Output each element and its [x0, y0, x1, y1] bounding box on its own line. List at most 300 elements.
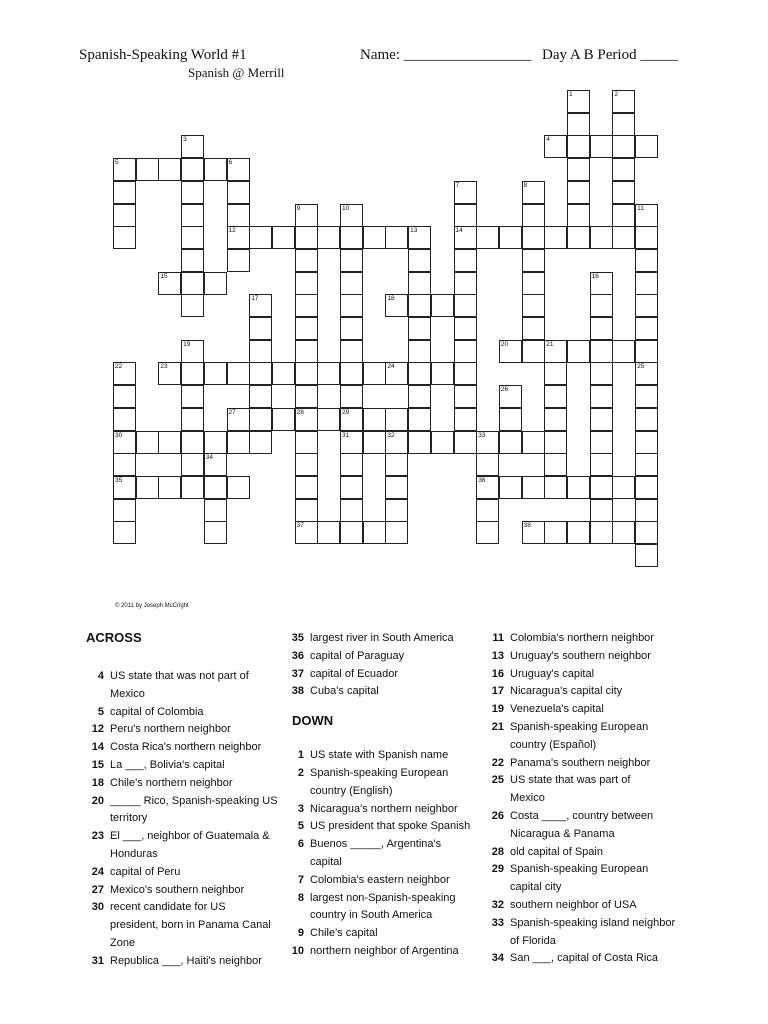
- crossword-cell[interactable]: [272, 362, 295, 385]
- crossword-cell[interactable]: [227, 431, 250, 454]
- crossword-cell[interactable]: [522, 181, 545, 204]
- crossword-cell[interactable]: [590, 453, 613, 476]
- clue-item-number: 27: [91, 883, 104, 896]
- clue-item-number: 5: [297, 820, 304, 833]
- crossword-cell[interactable]: [590, 521, 613, 544]
- clue-item: [486, 755, 686, 773]
- crossword-cell[interactable]: [363, 226, 386, 249]
- clue-item: [86, 686, 286, 704]
- crossword-cell[interactable]: [567, 204, 590, 227]
- crossword-cell[interactable]: [522, 521, 545, 544]
- crossword-cell[interactable]: [431, 431, 454, 454]
- crossword-cell[interactable]: [363, 408, 386, 431]
- crossword-cell[interactable]: [522, 476, 545, 499]
- crossword-cell[interactable]: [454, 272, 477, 295]
- clue-item-text: of Florida: [510, 934, 556, 947]
- crossword-cell[interactable]: [612, 476, 635, 499]
- clue-item-text: Colombia's northern neighbor: [510, 632, 654, 644]
- crossword-cell[interactable]: [204, 362, 227, 385]
- crossword-cell[interactable]: [340, 453, 363, 476]
- crossword-cell[interactable]: [340, 431, 363, 454]
- clue-item: [486, 933, 686, 951]
- crossword-cell[interactable]: [408, 408, 431, 431]
- clue-item-number: 19: [491, 703, 504, 716]
- crossword-cell[interactable]: [340, 362, 363, 385]
- crossword-cell[interactable]: [476, 453, 499, 476]
- crossword-cell[interactable]: [295, 294, 318, 317]
- crossword-cell[interactable]: [522, 340, 545, 363]
- crossword-cell[interactable]: [590, 362, 613, 385]
- clue-number: 33: [478, 431, 486, 439]
- clue-item: [286, 836, 486, 854]
- crossword-cell[interactable]: [544, 431, 567, 454]
- crossword-cell[interactable]: [340, 226, 363, 249]
- crossword-cell[interactable]: [295, 226, 318, 249]
- clue-item-number: 11: [492, 632, 504, 644]
- crossword-cell[interactable]: [340, 294, 363, 317]
- crossword-cell[interactable]: [476, 431, 499, 454]
- clue-number: 30: [115, 431, 123, 439]
- crossword-cell[interactable]: [567, 226, 590, 249]
- clue-item-text: old capital of Spain: [510, 845, 603, 858]
- crossword-cell[interactable]: [590, 340, 613, 363]
- crossword-cell[interactable]: [158, 272, 181, 295]
- crossword-cell[interactable]: [113, 408, 136, 431]
- clue-item-text: Buenos _____, Argentina's: [310, 838, 442, 851]
- crossword-cell[interactable]: [295, 385, 318, 408]
- crossword-cell[interactable]: [272, 408, 295, 431]
- crossword-cell[interactable]: [635, 453, 658, 476]
- crossword-cell[interactable]: [612, 113, 635, 136]
- crossword-cell[interactable]: [317, 226, 340, 249]
- clue-number: 32: [387, 431, 395, 439]
- crossword-cell[interactable]: [454, 340, 477, 363]
- crossword-cell[interactable]: [295, 431, 318, 454]
- crossword-cell[interactable]: [363, 521, 386, 544]
- crossword-cell[interactable]: [249, 385, 272, 408]
- clue-item-text: country (Español): [510, 738, 597, 751]
- crossword-cell[interactable]: [181, 294, 204, 317]
- crossword-cell[interactable]: [635, 340, 658, 363]
- crossword-cell[interactable]: [181, 476, 204, 499]
- crossword-cell[interactable]: [181, 362, 204, 385]
- clue-item-text: recent candidate for US: [110, 901, 226, 914]
- clue-number: 13: [410, 227, 418, 235]
- crossword-cell[interactable]: [181, 226, 204, 249]
- crossword-cell[interactable]: [295, 453, 318, 476]
- clue-item-number: 3: [297, 802, 304, 815]
- clue-item-number: [486, 790, 510, 808]
- clue-item: [86, 810, 286, 828]
- crossword-cell[interactable]: [295, 499, 318, 522]
- crossword-cell[interactable]: [295, 204, 318, 227]
- clue-item-number: [86, 917, 110, 935]
- crossword-cell[interactable]: [295, 362, 318, 385]
- crossword-cell[interactable]: [635, 135, 658, 158]
- crossword-cell[interactable]: [204, 272, 227, 295]
- crossword-cell[interactable]: [499, 226, 522, 249]
- clue-item: [86, 704, 286, 722]
- crossword-cell[interactable]: [635, 317, 658, 340]
- crossword-cell[interactable]: [385, 408, 408, 431]
- crossword-cell[interactable]: [635, 431, 658, 454]
- crossword-cell[interactable]: [544, 135, 567, 158]
- clue-item-number: 30: [91, 901, 104, 914]
- crossword-cell[interactable]: [227, 158, 250, 181]
- clue-item-text: Spanish-speaking island neighbor: [510, 916, 676, 929]
- copyright-notice: © 2011 by Joseph McCright: [115, 603, 189, 609]
- crossword-cell[interactable]: [385, 362, 408, 385]
- crossword-cell[interactable]: [295, 408, 318, 431]
- clue-item-text: territory: [110, 812, 148, 825]
- crossword-cell[interactable]: [544, 476, 567, 499]
- crossword-cell[interactable]: [249, 340, 272, 363]
- crossword-cell[interactable]: [612, 90, 635, 113]
- crossword-cell[interactable]: [408, 340, 431, 363]
- crossword-cell[interactable]: [340, 408, 363, 431]
- clue-item: [86, 793, 286, 811]
- crossword-cell[interactable]: [522, 272, 545, 295]
- crossword-cell[interactable]: [499, 340, 522, 363]
- clue-number: 2: [614, 91, 619, 98]
- crossword-cell[interactable]: [227, 204, 250, 227]
- clue-item-number: [286, 783, 310, 801]
- clue-item-number: 35: [291, 632, 304, 644]
- crossword-cell[interactable]: [567, 135, 590, 158]
- crossword-cell[interactable]: [408, 272, 431, 295]
- crossword-cell[interactable]: [340, 317, 363, 340]
- clue-item: [286, 648, 486, 666]
- crossword-cell[interactable]: [454, 249, 477, 272]
- crossword-cell[interactable]: [181, 249, 204, 272]
- crossword-cell[interactable]: [476, 499, 499, 522]
- crossword-cell[interactable]: [635, 249, 658, 272]
- crossword-cell[interactable]: [181, 272, 204, 295]
- crossword-cell[interactable]: [612, 521, 635, 544]
- crossword-cell[interactable]: [590, 499, 613, 522]
- crossword-cell[interactable]: [567, 90, 590, 113]
- crossword-cell[interactable]: [295, 317, 318, 340]
- crossword-cell[interactable]: [158, 476, 181, 499]
- crossword-cell[interactable]: [295, 249, 318, 272]
- clue-item-number: 7: [297, 873, 304, 886]
- crossword-cell[interactable]: [340, 340, 363, 363]
- crossword-cell[interactable]: [635, 272, 658, 295]
- crossword-cell[interactable]: [590, 272, 613, 295]
- crossword-cell[interactable]: [408, 385, 431, 408]
- clue-item-number: 31: [91, 954, 104, 967]
- crossword-cell[interactable]: [249, 226, 272, 249]
- crossword-cell[interactable]: [522, 431, 545, 454]
- crossword-cell[interactable]: [113, 521, 136, 544]
- crossword-cell[interactable]: [408, 362, 431, 385]
- crossword-cell[interactable]: [113, 499, 136, 522]
- clue-number: 35: [115, 476, 123, 484]
- crossword-cell[interactable]: [385, 453, 408, 476]
- crossword-cell[interactable]: [363, 431, 386, 454]
- crossword-cell[interactable]: [136, 476, 159, 499]
- crossword-cell[interactable]: [612, 340, 635, 363]
- crossword-cell[interactable]: [249, 431, 272, 454]
- crossword-cell[interactable]: [567, 181, 590, 204]
- clue-item: [286, 890, 486, 908]
- clue-item-text: Nicaragua's northern neighbor: [310, 802, 458, 815]
- crossword-cell[interactable]: [544, 340, 567, 363]
- crossword-cell[interactable]: [635, 294, 658, 317]
- clue-number: 5: [115, 159, 119, 167]
- crossword-cell[interactable]: [181, 431, 204, 454]
- clue-item: [86, 828, 286, 846]
- crossword-cell[interactable]: [544, 521, 567, 544]
- clue-item: [286, 765, 486, 783]
- crossword-cell[interactable]: [340, 499, 363, 522]
- crossword-cell[interactable]: [295, 521, 318, 544]
- crossword-cell[interactable]: [181, 204, 204, 227]
- clue-item-number: 6: [297, 838, 304, 851]
- clue-item-text: Venezuela's capital: [510, 703, 604, 716]
- crossword-cell[interactable]: [249, 294, 272, 317]
- crossword-cell[interactable]: [204, 499, 227, 522]
- crossword-cell[interactable]: [113, 226, 136, 249]
- clue-item: [86, 721, 286, 739]
- crossword-cell[interactable]: [612, 226, 635, 249]
- crossword-cell[interactable]: [635, 499, 658, 522]
- crossword-cell[interactable]: [431, 362, 454, 385]
- crossword-cell[interactable]: [340, 521, 363, 544]
- crossword-cell[interactable]: [227, 408, 250, 431]
- crossword-cell[interactable]: [113, 431, 136, 454]
- clue-number: 17: [251, 295, 259, 303]
- clue-item-number: 14: [91, 741, 104, 754]
- crossword-cell[interactable]: [476, 476, 499, 499]
- crossword-cell[interactable]: [635, 521, 658, 544]
- clue-number: 4: [546, 136, 550, 144]
- crossword-cell[interactable]: [522, 294, 545, 317]
- crossword-cell[interactable]: [317, 362, 340, 385]
- crossword-cell[interactable]: [567, 113, 590, 136]
- clue-item-number: [86, 686, 110, 704]
- crossword-cell[interactable]: [181, 158, 204, 181]
- clue-item-text: Panama's southern neighbor: [510, 756, 651, 769]
- crossword-cell[interactable]: [385, 431, 408, 454]
- crossword-cell[interactable]: [408, 249, 431, 272]
- clue-item-number: 23: [91, 830, 104, 843]
- crossword-cell[interactable]: [113, 453, 136, 476]
- crossword-cell[interactable]: [635, 476, 658, 499]
- crossword-cell[interactable]: [408, 431, 431, 454]
- crossword-cell[interactable]: [204, 158, 227, 181]
- clue-column-1: [86, 628, 286, 971]
- crossword-cell[interactable]: [544, 362, 567, 385]
- crossword-cell[interactable]: [590, 408, 613, 431]
- crossword-cell[interactable]: [635, 226, 658, 249]
- crossword-cell[interactable]: [499, 476, 522, 499]
- crossword-cell[interactable]: [181, 181, 204, 204]
- crossword-cell[interactable]: [113, 362, 136, 385]
- clue-item-number: 1: [297, 749, 304, 762]
- crossword-cell[interactable]: [181, 385, 204, 408]
- crossword-cell[interactable]: [612, 181, 635, 204]
- crossword-cell[interactable]: [567, 158, 590, 181]
- crossword-cell[interactable]: [499, 408, 522, 431]
- crossword-cell[interactable]: [454, 317, 477, 340]
- crossword-cell[interactable]: [590, 226, 613, 249]
- clue-item-number: 29: [491, 863, 504, 876]
- crossword-cell[interactable]: [385, 476, 408, 499]
- name-field-label: Name: _________________: [360, 47, 532, 63]
- crossword-cell[interactable]: [204, 431, 227, 454]
- crossword-cell[interactable]: [454, 204, 477, 227]
- crossword-cell[interactable]: [385, 499, 408, 522]
- clue-item-number: 20: [91, 794, 104, 807]
- crossword-cell[interactable]: [635, 385, 658, 408]
- clue-item: [486, 719, 686, 737]
- crossword-cell[interactable]: [454, 181, 477, 204]
- crossword-cell[interactable]: [612, 204, 635, 227]
- crossword-cell[interactable]: [454, 408, 477, 431]
- crossword-cell[interactable]: [567, 476, 590, 499]
- crossword-cell[interactable]: [590, 294, 613, 317]
- crossword-cell[interactable]: [158, 362, 181, 385]
- crossword-cell[interactable]: [567, 340, 590, 363]
- crossword-cell[interactable]: [295, 476, 318, 499]
- crossword-cell[interactable]: [204, 521, 227, 544]
- clue-item-number: 5: [97, 705, 104, 718]
- crossword-cell[interactable]: [635, 204, 658, 227]
- crossword-cell[interactable]: [522, 249, 545, 272]
- crossword-cell[interactable]: [544, 408, 567, 431]
- crossword-cell[interactable]: [385, 294, 408, 317]
- crossword-cell[interactable]: [340, 204, 363, 227]
- crossword-cell[interactable]: [158, 431, 181, 454]
- crossword-cell[interactable]: [431, 294, 454, 317]
- crossword-cell[interactable]: [249, 317, 272, 340]
- crossword-cell[interactable]: [635, 362, 658, 385]
- clue-item-text: northern neighbor of Argentina: [310, 944, 459, 957]
- crossword-cell[interactable]: [612, 158, 635, 181]
- crossword-cell[interactable]: [340, 476, 363, 499]
- crossword-cell[interactable]: [635, 408, 658, 431]
- crossword-cell[interactable]: [317, 521, 340, 544]
- crossword-cell[interactable]: [227, 476, 250, 499]
- crossword-cell[interactable]: [590, 476, 613, 499]
- crossword-cell[interactable]: [317, 408, 340, 431]
- clue-item-number: [86, 935, 110, 953]
- crossword-cell[interactable]: [522, 317, 545, 340]
- clue-item-text: Spanish-speaking European: [310, 766, 449, 779]
- crossword-cell[interactable]: [295, 272, 318, 295]
- clue-number: 8: [523, 181, 528, 189]
- clue-item: [86, 757, 286, 775]
- clue-item-text: largest river in South America: [310, 632, 454, 644]
- crossword-cell[interactable]: [385, 226, 408, 249]
- crossword-cell[interactable]: [227, 181, 250, 204]
- crossword-cell[interactable]: [590, 385, 613, 408]
- clue-item: [86, 739, 286, 757]
- clue-number: 19: [183, 340, 191, 348]
- crossword-cell[interactable]: [113, 204, 136, 227]
- crossword-cell[interactable]: [181, 453, 204, 476]
- crossword-cell[interactable]: [272, 226, 295, 249]
- crossword-cell[interactable]: [408, 317, 431, 340]
- clue-item-number: 33: [491, 916, 504, 929]
- crossword-cell[interactable]: [113, 158, 136, 181]
- crossword-cell[interactable]: [635, 544, 658, 567]
- clue-item: [86, 917, 286, 935]
- clue-item-text: country in South America: [310, 909, 433, 922]
- crossword-cell[interactable]: [227, 226, 250, 249]
- clue-item-text: Spanish-speaking European: [510, 720, 649, 733]
- crossword-cell[interactable]: [158, 158, 181, 181]
- crossword-cell[interactable]: [408, 226, 431, 249]
- crossword-cell[interactable]: [544, 385, 567, 408]
- crossword-cell[interactable]: [249, 408, 272, 431]
- clue-item-text: Costa Rica's northern neighbor: [110, 741, 262, 754]
- crossword-cell[interactable]: [204, 476, 227, 499]
- clue-item-text: Nicaragua & Panama: [510, 827, 615, 840]
- crossword-cell[interactable]: [295, 340, 318, 363]
- crossword-cell[interactable]: [113, 385, 136, 408]
- clue-item-number: 26: [491, 809, 504, 822]
- crossword-cell[interactable]: [522, 226, 545, 249]
- crossword-cell[interactable]: [181, 340, 204, 363]
- crossword-cell[interactable]: [113, 181, 136, 204]
- clue-item-number: 15: [91, 758, 104, 771]
- crossword-cell[interactable]: [113, 476, 136, 499]
- crossword-cell[interactable]: [227, 362, 250, 385]
- crossword-cell[interactable]: [181, 135, 204, 158]
- crossword-cell[interactable]: [454, 294, 477, 317]
- crossword-cell[interactable]: [385, 521, 408, 544]
- clue-number: 18: [387, 295, 395, 303]
- crossword-cell[interactable]: [544, 226, 567, 249]
- clue-item-number: 18: [91, 776, 104, 789]
- crossword-cell[interactable]: [454, 226, 477, 249]
- crossword-cell[interactable]: [340, 249, 363, 272]
- crossword-cell[interactable]: [136, 431, 159, 454]
- crossword-cell[interactable]: [590, 135, 613, 158]
- crossword-cell[interactable]: [363, 362, 386, 385]
- clue-item: [486, 844, 686, 862]
- crossword-cell[interactable]: [590, 317, 613, 340]
- crossword-cell[interactable]: [544, 453, 567, 476]
- crossword-cell[interactable]: [454, 362, 477, 385]
- crossword-cell[interactable]: [499, 385, 522, 408]
- clue-column-3: [486, 630, 686, 968]
- crossword-cell[interactable]: [590, 431, 613, 454]
- crossword-cell[interactable]: [522, 204, 545, 227]
- crossword-cell[interactable]: [340, 272, 363, 295]
- crossword-cell[interactable]: [476, 521, 499, 544]
- clue-number: 27: [228, 408, 236, 416]
- crossword-cell[interactable]: [340, 385, 363, 408]
- crossword-cell[interactable]: [454, 431, 477, 454]
- crossword-cell[interactable]: [136, 158, 159, 181]
- clue-item: [86, 899, 286, 917]
- crossword-cell[interactable]: [567, 521, 590, 544]
- crossword-cell[interactable]: [227, 249, 250, 272]
- crossword-cell[interactable]: [204, 453, 227, 476]
- crossword-cell[interactable]: [499, 431, 522, 454]
- clue-item: [486, 826, 686, 844]
- crossword-cell[interactable]: [454, 385, 477, 408]
- worksheet-subtitle: Spanish @ Merrill: [188, 65, 285, 80]
- crossword-cell[interactable]: [181, 408, 204, 431]
- crossword-cell[interactable]: [249, 362, 272, 385]
- crossword-cell[interactable]: [408, 294, 431, 317]
- crossword-cell[interactable]: [476, 226, 499, 249]
- crossword-cell[interactable]: [612, 135, 635, 158]
